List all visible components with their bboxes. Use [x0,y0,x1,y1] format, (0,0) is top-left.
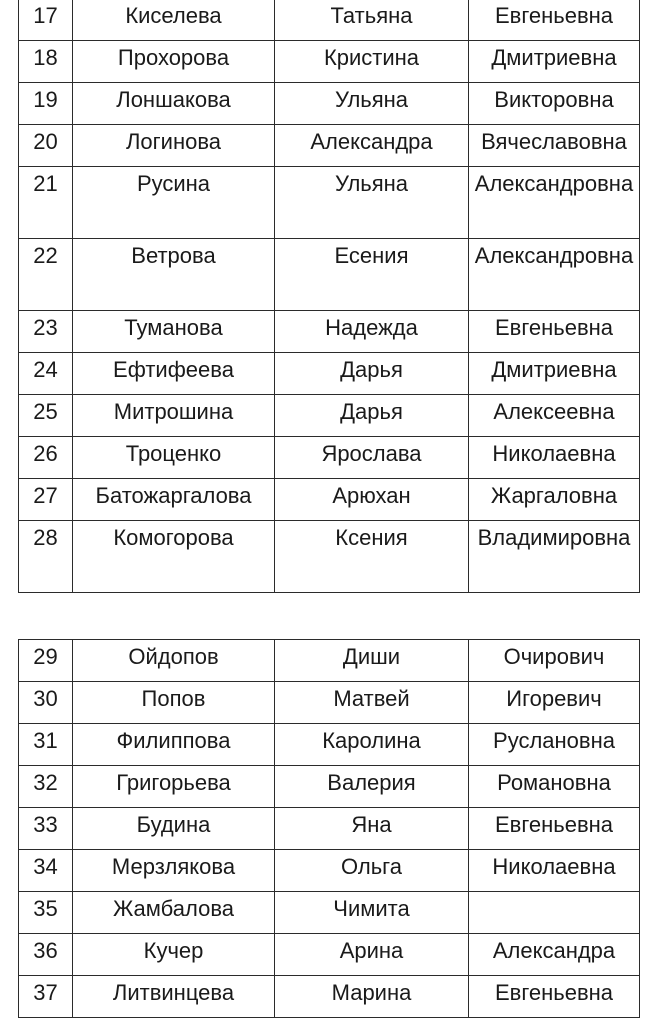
cell-last-name: Кучер [73,934,275,976]
cell-first-name: Ярослава [275,437,469,479]
cell-last-name: Лоншакова [73,83,275,125]
cell-first-name: Ульяна [275,167,469,239]
cell-number: 32 [19,766,73,808]
cell-last-name: Троценко [73,437,275,479]
cell-patronymic: Николаевна [469,850,640,892]
cell-first-name: Ульяна [275,83,469,125]
cell-last-name: Прохорова [73,41,275,83]
cell-last-name: Мерзлякова [73,850,275,892]
cell-last-name: Ветрова [73,239,275,311]
cell-first-name: Диши [275,640,469,682]
cell-last-name: Ойдопов [73,640,275,682]
table-row [19,125,640,167]
cell-last-name: Ефтифеева [73,353,275,395]
cell-number: 35 [19,892,73,934]
cell-number: 21 [19,167,73,239]
cell-last-name: Григорьева [73,766,275,808]
table-row [19,353,640,395]
cell-first-name: Арюхан [275,479,469,521]
cell-number: 33 [19,808,73,850]
cell-first-name: Чимита [275,892,469,934]
cell-patronymic: Евгеньевна [469,311,640,353]
cell-first-name: Ксения [275,521,469,593]
table-row [19,437,640,479]
table-body [19,0,640,593]
cell-number: 18 [19,41,73,83]
cell-patronymic: Александра [469,934,640,976]
table-row [19,808,640,850]
cell-last-name: Митрошина [73,395,275,437]
cell-last-name: Литвинцева [73,976,275,1018]
table-row [19,479,640,521]
cell-first-name: Марина [275,976,469,1018]
cell-patronymic: Николаевна [469,437,640,479]
cell-last-name: Попов [73,682,275,724]
cell-patronymic: Романовна [469,766,640,808]
table-row [19,850,640,892]
cell-number: 34 [19,850,73,892]
cell-first-name: Ольга [275,850,469,892]
cell-number: 30 [19,682,73,724]
cell-number: 29 [19,640,73,682]
table-row [19,724,640,766]
cell-patronymic: Евгеньевна [469,976,640,1018]
cell-patronymic: Очирович [469,640,640,682]
table-row [19,766,640,808]
cell-patronymic: Викторовна [469,83,640,125]
table-row [19,521,640,593]
cell-patronymic: Дмитриевна [469,353,640,395]
cell-first-name: Яна [275,808,469,850]
cell-patronymic: Евгеньевна [469,808,640,850]
table-body [19,640,640,1018]
cell-patronymic: Жаргаловна [469,479,640,521]
cell-patronymic: Александровна [469,239,640,311]
cell-patronymic: Владимировна [469,521,640,593]
cell-last-name: Батожаргалова [73,479,275,521]
student-table-1 [18,0,640,593]
cell-first-name: Кристина [275,41,469,83]
cell-last-name: Логинова [73,125,275,167]
cell-first-name: Арина [275,934,469,976]
cell-patronymic [469,892,640,934]
cell-first-name: Валерия [275,766,469,808]
cell-last-name: Филиппова [73,724,275,766]
cell-patronymic: Александровна [469,167,640,239]
table-row [19,976,640,1018]
cell-last-name: Будина [73,808,275,850]
table-row [19,167,640,239]
cell-number: 26 [19,437,73,479]
cell-patronymic: Руслановна [469,724,640,766]
cell-first-name: Александра [275,125,469,167]
cell-first-name: Надежда [275,311,469,353]
cell-first-name: Дарья [275,395,469,437]
cell-patronymic: Игоревич [469,682,640,724]
cell-first-name: Матвей [275,682,469,724]
table-row [19,682,640,724]
cell-first-name: Дарья [275,353,469,395]
table-row [19,311,640,353]
cell-patronymic: Евгеньевна [469,0,640,41]
cell-first-name: Есения [275,239,469,311]
table-row [19,934,640,976]
cell-last-name: Жамбалова [73,892,275,934]
cell-patronymic: Дмитриевна [469,41,640,83]
cell-number: 17 [19,0,73,41]
cell-number: 19 [19,83,73,125]
cell-last-name: Русина [73,167,275,239]
cell-number: 31 [19,724,73,766]
student-table-2 [18,639,640,1018]
table-row [19,239,640,311]
cell-patronymic: Вячеславовна [469,125,640,167]
cell-number: 22 [19,239,73,311]
cell-last-name: Комогорова [73,521,275,593]
cell-number: 25 [19,395,73,437]
cell-number: 27 [19,479,73,521]
cell-first-name: Татьяна [275,0,469,41]
cell-number: 37 [19,976,73,1018]
cell-first-name: Каролина [275,724,469,766]
table-row [19,395,640,437]
table-row [19,41,640,83]
cell-last-name: Туманова [73,311,275,353]
cell-number: 28 [19,521,73,593]
table-row [19,640,640,682]
cell-number: 24 [19,353,73,395]
cell-last-name: Киселева [73,0,275,41]
table-row [19,83,640,125]
table-row [19,0,640,41]
cell-number: 20 [19,125,73,167]
table-row [19,892,640,934]
cell-number: 23 [19,311,73,353]
cell-patronymic: Алексеевна [469,395,640,437]
cell-number: 36 [19,934,73,976]
